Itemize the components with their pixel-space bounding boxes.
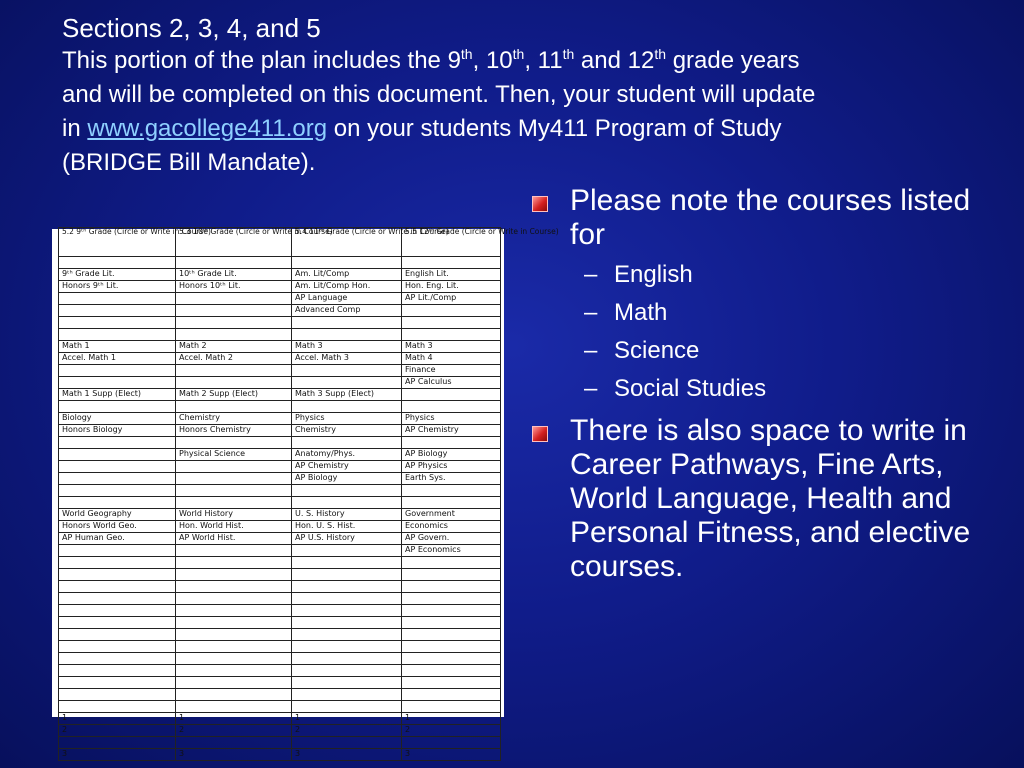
- table-cell: AP Physics: [402, 461, 501, 473]
- table-cell: [59, 605, 176, 617]
- table-cell: [402, 329, 501, 341]
- table-cell: [292, 437, 402, 449]
- slide-subtitle: [62, 44, 1002, 180]
- table-cell: [59, 317, 176, 329]
- table-cell: [402, 605, 501, 617]
- table-cell: Chemistry: [292, 425, 402, 437]
- table-row: [59, 281, 501, 293]
- subbullet-science: [532, 332, 1002, 370]
- table-cell: AP Chemistry: [402, 425, 501, 437]
- superscript-2: th: [512, 46, 525, 62]
- table-cell: [292, 593, 402, 605]
- table-cell: [176, 641, 292, 653]
- table-row: [59, 749, 501, 761]
- table-cell: [59, 293, 176, 305]
- table-cell: AP Biology: [292, 473, 402, 485]
- table-cell: [402, 305, 501, 317]
- table-cell: [59, 449, 176, 461]
- table-row: [59, 305, 501, 317]
- table-cell: AP Govern.: [402, 533, 501, 545]
- table-cell: [292, 629, 402, 641]
- table-cell: Math 3: [292, 341, 402, 353]
- slide-header: [62, 12, 1002, 180]
- table-cell: [176, 605, 292, 617]
- bullet-space-to-write: [532, 414, 1002, 584]
- subtitle-line-3-suffix: on your students My411 Program of Study: [327, 115, 782, 142]
- table-cell: [292, 569, 402, 581]
- table-cell: [176, 701, 292, 713]
- table-cell: [59, 557, 176, 569]
- course-plan-document-image: [52, 227, 559, 758]
- table-cell: [176, 293, 292, 305]
- table-row: [59, 689, 501, 701]
- table-cell: [176, 629, 292, 641]
- table-row: [59, 677, 501, 689]
- table-row: [59, 521, 501, 533]
- table-cell: [59, 641, 176, 653]
- table-cell: [176, 689, 292, 701]
- subbullet-label: Social Studies: [614, 375, 767, 402]
- table-cell: Am. Lit/Comp Hon.: [292, 281, 402, 293]
- table-cell: [59, 545, 176, 557]
- table-cell: [402, 641, 501, 653]
- table-row: [59, 653, 501, 665]
- table-cell: [402, 653, 501, 665]
- table-cell: AP Lit./Comp: [402, 293, 501, 305]
- table-cell: [59, 485, 176, 497]
- table-cell: [292, 545, 402, 557]
- table-cell: [59, 617, 176, 629]
- table-cell: AP Language: [292, 293, 402, 305]
- table-cell: Physics: [292, 413, 402, 425]
- table-row: [59, 533, 501, 545]
- table-cell: Hon. World Hist.: [176, 521, 292, 533]
- table-cell: Math 3 Supp (Elect): [292, 389, 402, 401]
- subtitle-text-1: This portion of the plan includes the 9: [62, 47, 461, 74]
- table-cell: Am. Lit/Comp: [292, 269, 402, 281]
- table-row: [59, 737, 501, 749]
- table-cell: Math 1 Supp (Elect): [59, 389, 176, 401]
- table-cell: [402, 617, 501, 629]
- table-cell: [59, 497, 176, 509]
- table-row: [59, 293, 501, 305]
- table-cell: [402, 437, 501, 449]
- subtitle-line-2: and will be completed on this document. Then, your student will update: [62, 81, 816, 108]
- table-cell: [176, 497, 292, 509]
- bullet-courses-listed: [532, 184, 1002, 252]
- table-cell: Biology: [59, 413, 176, 425]
- table-cell: 1: [176, 713, 292, 725]
- table-cell: [292, 677, 402, 689]
- table-cell: [292, 365, 402, 377]
- table-row: [59, 641, 501, 653]
- bullet-text-2: There is also space to write in Career Pathways, Fine Arts, World Language, Health and Personal Fitness, and elective courses.: [570, 414, 971, 583]
- table-cell: [402, 629, 501, 641]
- table-row: [59, 401, 501, 413]
- table-cell: AP World Hist.: [176, 533, 292, 545]
- table-cell: [176, 581, 292, 593]
- table-cell: 3: [59, 749, 176, 761]
- table-cell: English Lit.: [402, 269, 501, 281]
- table-cell: [176, 569, 292, 581]
- table-cell: [176, 305, 292, 317]
- table-row: [59, 725, 501, 737]
- table-cell: Math 3: [402, 341, 501, 353]
- gacollege411-link[interactable]: www.gacollege411.org: [87, 115, 328, 142]
- table-cell: [292, 377, 402, 389]
- table-cell: Math 2 Supp (Elect): [176, 389, 292, 401]
- table-cell: [176, 461, 292, 473]
- table-cell: AP Human Geo.: [59, 533, 176, 545]
- table-cell: [176, 365, 292, 377]
- subtitle-line-3-prefix: in: [62, 115, 88, 142]
- table-cell: [176, 377, 292, 389]
- table-cell: [292, 317, 402, 329]
- table-row: [59, 341, 501, 353]
- table-cell: [402, 557, 501, 569]
- table-cell: [59, 569, 176, 581]
- table-row: [59, 437, 501, 449]
- table-cell: 3: [292, 749, 402, 761]
- table-cell: Economics: [402, 521, 501, 533]
- table-cell: [402, 677, 501, 689]
- superscript-4: th: [654, 46, 667, 62]
- table-row: [59, 545, 501, 557]
- header-12th-grade: 5.5 12ᵗʰ Grade (Circle or Write in Course): [402, 228, 501, 257]
- table-cell: 3: [402, 749, 501, 761]
- table-cell: [176, 593, 292, 605]
- table-cell: [402, 497, 501, 509]
- table-row: [59, 389, 501, 401]
- table-cell: AP Chemistry: [292, 461, 402, 473]
- slide-title: Sections 2, 3, 4, and 5: [62, 13, 321, 43]
- table-cell: 9ᵗʰ Grade Lit.: [59, 269, 176, 281]
- table-row: [59, 317, 501, 329]
- bullet-text-1: Please note the courses listed for: [570, 184, 971, 251]
- bullet-square-icon: [532, 196, 548, 212]
- table-cell: [176, 473, 292, 485]
- table-cell: 1: [292, 713, 402, 725]
- table-cell: [292, 737, 402, 749]
- table-cell: [176, 485, 292, 497]
- table-cell: Honors 10ᵗʰ Lit.: [176, 281, 292, 293]
- table-cell: [402, 665, 501, 677]
- table-cell: [402, 581, 501, 593]
- superscript-1: th: [460, 46, 473, 62]
- subtitle-text-2: , 10: [472, 47, 513, 74]
- table-cell: [292, 581, 402, 593]
- table-cell: AP U.S. History: [292, 533, 402, 545]
- course-plan-table-body: [59, 227, 559, 761]
- table-row: [59, 329, 501, 341]
- subbullet-english: [532, 256, 1002, 294]
- table-cell: 2: [402, 725, 501, 737]
- table-row: [59, 617, 501, 629]
- table-cell: Advanced Comp: [292, 305, 402, 317]
- table-header-row: [59, 228, 501, 257]
- table-row: [59, 377, 501, 389]
- table-cell: [59, 305, 176, 317]
- table-cell: [59, 653, 176, 665]
- table-cell: [292, 497, 402, 509]
- table-row: [59, 557, 501, 569]
- table-cell: [292, 257, 402, 269]
- table-row: [59, 605, 501, 617]
- table-cell: [59, 701, 176, 713]
- table-row: [59, 269, 501, 281]
- table-cell: Anatomy/Phys.: [292, 449, 402, 461]
- table-cell: [59, 461, 176, 473]
- table-row: [59, 365, 501, 377]
- table-cell: [292, 617, 402, 629]
- table-row: [59, 413, 501, 425]
- table-cell: [176, 437, 292, 449]
- table-cell: [176, 677, 292, 689]
- table-cell: [176, 665, 292, 677]
- table-cell: Finance: [402, 365, 501, 377]
- table-cell: [292, 485, 402, 497]
- table-cell: 2: [176, 725, 292, 737]
- table-cell: 10ᵗʰ Grade Lit.: [176, 269, 292, 281]
- table-cell: Earth Sys.: [402, 473, 501, 485]
- subbullet-label: Math: [614, 299, 668, 326]
- subtitle-line-4: (BRIDGE Bill Mandate).: [62, 149, 316, 176]
- table-cell: 2: [292, 725, 402, 737]
- table-cell: [176, 401, 292, 413]
- subbullet-math: [532, 294, 1002, 332]
- table-row: [59, 485, 501, 497]
- table-cell: [59, 665, 176, 677]
- table-cell: [402, 485, 501, 497]
- table-cell: 1: [402, 713, 501, 725]
- table-cell: [402, 401, 501, 413]
- table-cell: Honors Biology: [59, 425, 176, 437]
- table-row: [59, 581, 501, 593]
- header-9th-grade: 5.2 9ᵗʰ Grade (Circle or Write in Course): [59, 228, 176, 257]
- table-cell: [59, 629, 176, 641]
- table-cell: World Geography: [59, 509, 176, 521]
- table-cell: [292, 641, 402, 653]
- table-cell: Honors Chemistry: [176, 425, 292, 437]
- table-cell: Physics: [402, 413, 501, 425]
- table-cell: [59, 593, 176, 605]
- course-plan-table: [58, 227, 559, 761]
- table-cell: [176, 257, 292, 269]
- bullet-square-icon: [532, 426, 548, 442]
- bullet-list: [532, 184, 1002, 588]
- table-cell: [176, 557, 292, 569]
- subbullet-label: Science: [614, 337, 700, 364]
- table-cell: Government: [402, 509, 501, 521]
- table-row: [59, 497, 501, 509]
- subtitle-text-3: , 11: [524, 47, 563, 74]
- table-row: [59, 713, 501, 725]
- table-cell: [59, 377, 176, 389]
- table-cell: [402, 569, 501, 581]
- table-cell: [176, 617, 292, 629]
- table-cell: AP Calculus: [402, 377, 501, 389]
- table-cell: Honors World Geo.: [59, 521, 176, 533]
- table-cell: [176, 545, 292, 557]
- table-cell: Chemistry: [176, 413, 292, 425]
- table-cell: 1: [59, 713, 176, 725]
- table-cell: [59, 401, 176, 413]
- superscript-3: th: [562, 46, 575, 62]
- table-cell: Accel. Math 1: [59, 353, 176, 365]
- table-row: [59, 593, 501, 605]
- dash-icon: –: [584, 261, 598, 288]
- table-cell: Accel. Math 3: [292, 353, 402, 365]
- table-row: [59, 701, 501, 713]
- table-cell: [176, 329, 292, 341]
- table-cell: [59, 437, 176, 449]
- table-cell: World History: [176, 509, 292, 521]
- table-cell: Hon. Eng. Lit.: [402, 281, 501, 293]
- table-cell: [59, 257, 176, 269]
- table-cell: [402, 737, 501, 749]
- table-cell: [292, 329, 402, 341]
- dash-icon: –: [584, 375, 598, 402]
- table-row: [59, 425, 501, 437]
- table-cell: AP Economics: [402, 545, 501, 557]
- table-row: [59, 665, 501, 677]
- table-cell: [59, 473, 176, 485]
- table-cell: [292, 401, 402, 413]
- table-cell: [59, 689, 176, 701]
- table-cell: U. S. History: [292, 509, 402, 521]
- subbullet-label: English: [614, 261, 693, 288]
- table-cell: [292, 689, 402, 701]
- table-cell: 2: [59, 725, 176, 737]
- table-cell: [59, 365, 176, 377]
- table-row: [59, 473, 501, 485]
- subbullet-social-studies: [532, 370, 1002, 408]
- table-cell: [292, 557, 402, 569]
- table-cell: [292, 701, 402, 713]
- table-cell: [176, 653, 292, 665]
- table-cell: [402, 389, 501, 401]
- table-row: [59, 569, 501, 581]
- table-cell: [59, 581, 176, 593]
- table-cell: [402, 593, 501, 605]
- dash-icon: –: [584, 337, 598, 364]
- table-cell: [176, 317, 292, 329]
- subtitle-text-5: grade years: [666, 47, 800, 74]
- subtitle-text-4: and 12: [574, 47, 655, 74]
- table-cell: [402, 317, 501, 329]
- table-cell: Physical Science: [176, 449, 292, 461]
- table-row: [59, 353, 501, 365]
- table-row: [59, 461, 501, 473]
- table-row: [59, 509, 501, 521]
- table-cell: [59, 677, 176, 689]
- table-cell: Math 2: [176, 341, 292, 353]
- table-cell: [402, 257, 501, 269]
- table-cell: [402, 701, 501, 713]
- table-cell: Math 1: [59, 341, 176, 353]
- table-row: [59, 449, 501, 461]
- table-cell: [402, 689, 501, 701]
- table-cell: Hon. U. S. Hist.: [292, 521, 402, 533]
- table-cell: Honors 9ᵗʰ Lit.: [59, 281, 176, 293]
- table-cell: [292, 605, 402, 617]
- table-cell: [292, 653, 402, 665]
- table-cell: AP Biology: [402, 449, 501, 461]
- header-11th-grade: 5.4 11ᵗʰ Grade (Circle or Write in Course): [292, 228, 402, 257]
- table-row: [59, 257, 501, 269]
- table-row: [59, 629, 501, 641]
- table-cell: Math 4: [402, 353, 501, 365]
- table-cell: [176, 737, 292, 749]
- table-cell: [59, 737, 176, 749]
- table-cell: 3: [176, 749, 292, 761]
- table-cell: Accel. Math 2: [176, 353, 292, 365]
- header-10th-grade: 5.3 10ᵗʰ Grade (Circle or Write in Course): [176, 228, 292, 257]
- dash-icon: –: [584, 299, 598, 326]
- table-cell: [59, 329, 176, 341]
- table-cell: [292, 665, 402, 677]
